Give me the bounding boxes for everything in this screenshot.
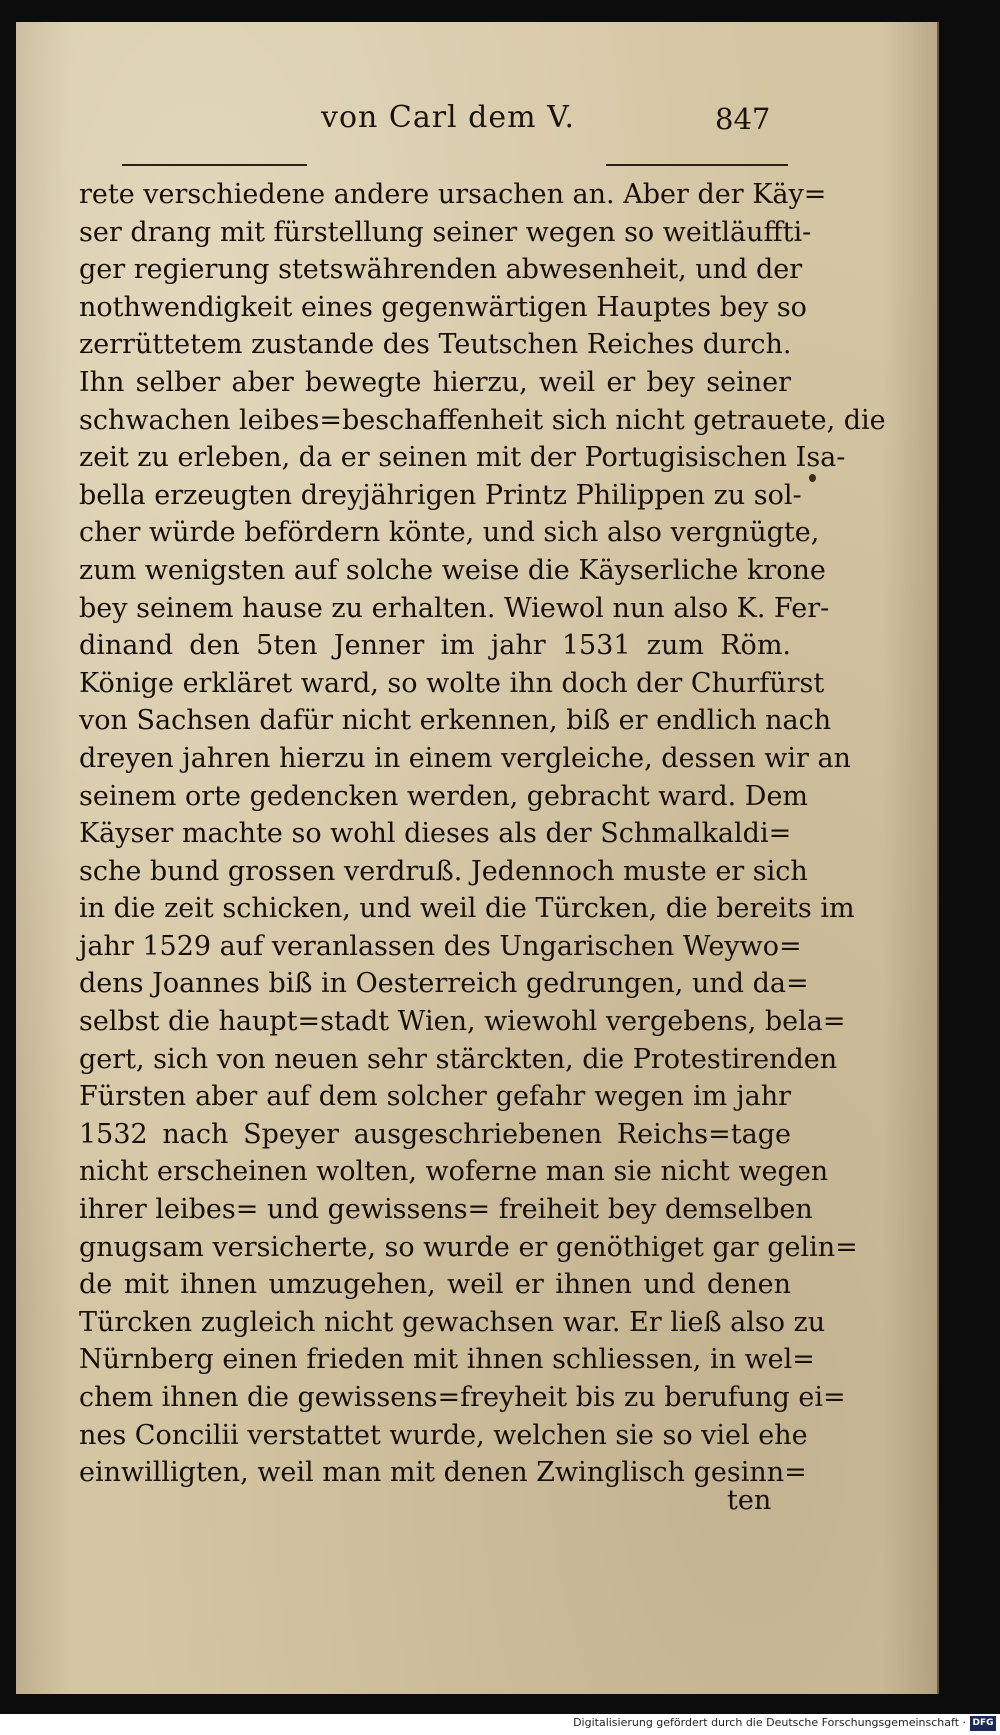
header-rule-right [606, 164, 788, 166]
text-line: bey seinem hause zu erhalten. Wiewol nun also K. Fer- [79, 592, 830, 624]
book-page [16, 22, 939, 1694]
text-line: ihrer leibes= und gewissens= freiheit bey demselben [79, 1194, 813, 1226]
text-line: nicht erscheinen wolten, woferne man sie nicht wegen [79, 1156, 829, 1188]
body-text [79, 176, 886, 1492]
text-line: von Sachsen dafür nicht erkennen, biß er endlich nach [79, 705, 832, 737]
text-line: bella erzeugten dreyjährigen Printz Philippen zu sol- [79, 479, 802, 511]
text-line: in die zeit schicken, und weil die Türcken, die bereits im [79, 893, 855, 925]
text-line: rete verschiedene andere ursachen an. Aber der Käy= [79, 179, 827, 210]
text-line: zum wenigsten auf solche weise die Käyserliche krone [79, 554, 826, 586]
text-line: schwachen leibes=beschaffenheit sich nicht getrauete, die [79, 404, 886, 436]
text-line: jahr 1529 auf veranlassen des Ungarischen Weywo= [79, 930, 802, 962]
text-line: einwilligten, weil man mit denen Zwinglisch gesinn= [79, 1457, 807, 1489]
text-line: nothwendigkeit eines gegenwärtigen Hauptes bey so [79, 291, 807, 323]
dfg-logo-icon: DFG [970, 1716, 996, 1731]
text-line: Könige erkläret ward, so wolte ihn doch der Churfürst [79, 667, 825, 699]
text-line: nes Concilii verstattet wurde, welchen sie so viel ehe [79, 1419, 808, 1451]
text-line: zeit zu erleben, da er seinen mit der Portugisischen Isa- [79, 442, 846, 474]
text-line: Fürsten aber auf dem solcher gefahr wegen im jahr [79, 1081, 791, 1113]
text-line: ser drang mit fürstellung seiner wegen so weitläuffti- [79, 216, 812, 248]
text-line: Nürnberg einen frieden mit ihnen schliessen, in wel= [79, 1344, 815, 1376]
text-line: ger regierung stetswährenden abwesenheit, und der [79, 254, 803, 286]
text-line: 1532 nach Speyer ausgeschriebenen Reichs=tage [79, 1118, 791, 1150]
page-header [86, 100, 786, 150]
page-number: 847 [715, 102, 771, 136]
catchword: ten [727, 1485, 772, 1516]
text-line: seinem orte gedencken werden, gebracht ward. Dem [79, 780, 809, 812]
header-rule-left [122, 164, 307, 166]
text-line: Käyser machte so wohl dieses als der Schmalkaldi= [79, 818, 792, 850]
footer-credit: Digitalisierung gefördert durch die Deutsche Forschungsgemeinschaft · [573, 1716, 966, 1729]
text-line: chem ihnen die gewissens=freyheit bis zu berufung ei= [79, 1382, 846, 1413]
text-line: de mit ihnen umzugehen, weil er ihnen und denen [79, 1269, 791, 1301]
ink-speck [809, 474, 816, 482]
text-line: Ihn selber aber bewegte hierzu, weil er bey seiner [79, 366, 791, 398]
text-line: selbst die haupt=stadt Wien, wiewohl vergebens, bela= [79, 1006, 846, 1038]
text-line: gnugsam versicherte, so wurde er genöthiget gar gelin= [79, 1231, 858, 1263]
text-line: Türcken zugleich nicht gewachsen war. Er ließ also zu [79, 1306, 826, 1338]
running-title: von Carl dem V. [321, 100, 576, 135]
text-line: gert, sich von neuen sehr stärckten, die Protestirenden [79, 1043, 838, 1075]
text-line: sche bund grossen verdruß. Jedennoch muste er sich [79, 855, 808, 887]
text-line: cher würde befördern könte, und sich also vergnügte, [79, 517, 820, 549]
text-line: dens Joannes biß in Oesterreich gedrungen, und da= [79, 968, 809, 1000]
digitization-footer [0, 1714, 1000, 1735]
text-line: dreyen jahren hierzu in einem vergleiche, dessen wir an [79, 742, 851, 774]
text-line: dinand den 5ten Jenner im jahr 1531 zum Röm. [79, 630, 791, 662]
text-line: zerrüttetem zustande des Teutschen Reiches durch. [79, 329, 792, 361]
